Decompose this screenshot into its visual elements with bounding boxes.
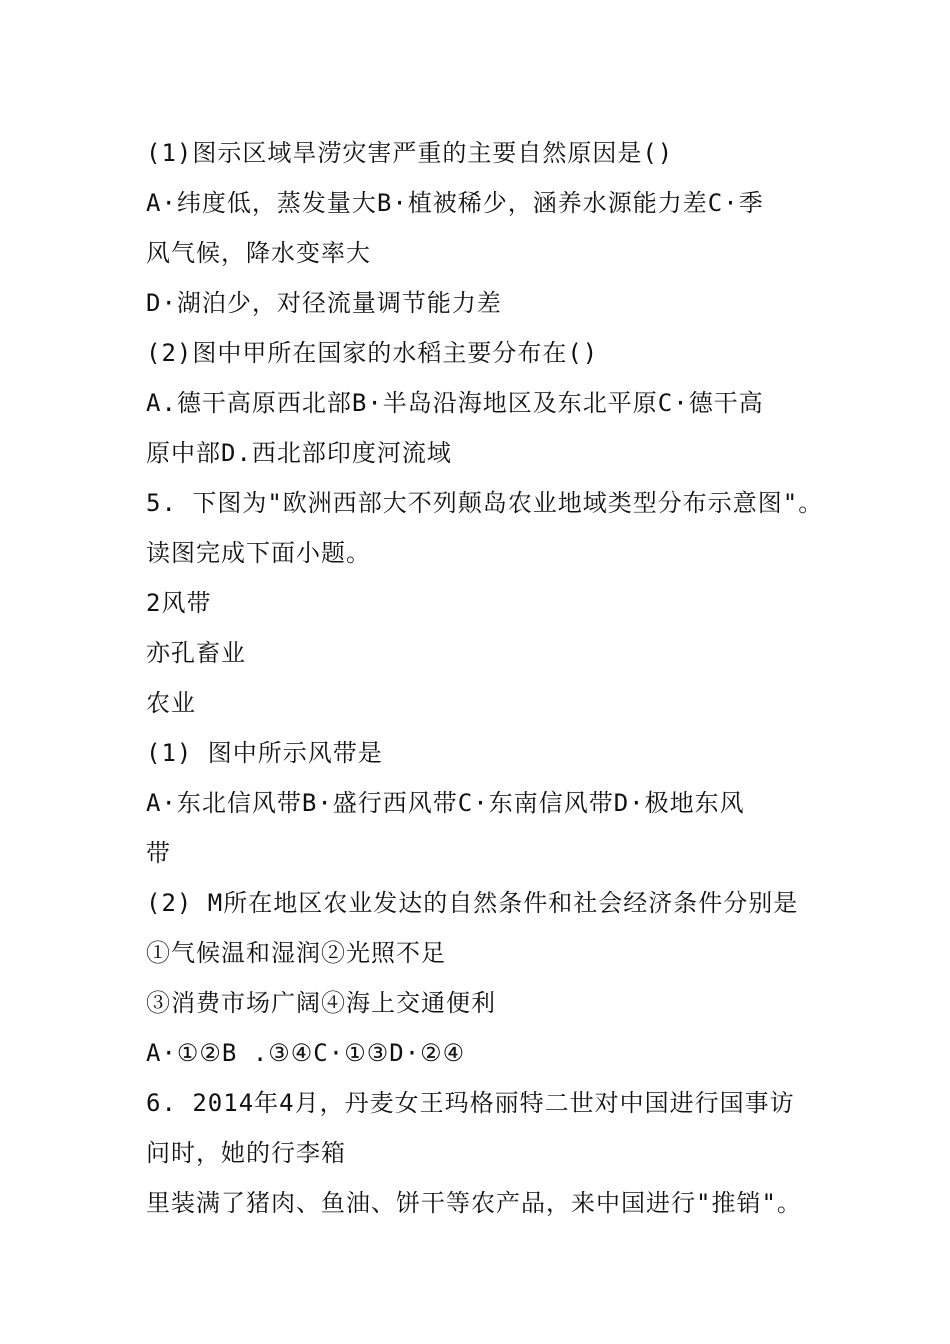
question-2-stem: (2)图中甲所在国家的水稻主要分布在() (146, 339, 599, 367)
problem-5-question-1-options-cont: 带 (146, 839, 171, 867)
problem-5-instruction: 读图完成下面小题。 (146, 539, 371, 567)
figure-label-livestock: 亦孔畜业 (146, 639, 246, 667)
question-2-options-line-2: 原中部D.西北部印度河流域 (146, 439, 452, 467)
problem-5-question-2-item-1: ①气候温和湿润②光照不足 (146, 939, 446, 967)
question-1-options-line-1: A·纬度低，蒸发量大B·植被稀少，涵养水源能力差C·季 (146, 189, 764, 217)
problem-5-question-1-stem: (1) 图中所示风带是 (146, 739, 383, 767)
problem-6-intro-line-2: 问时，她的行李箱 (146, 1139, 346, 1167)
document-body (146, 128, 846, 1228)
figure-label-wind-belt: 2风带 (146, 589, 212, 617)
problem-5-question-2-stem: (2) M所在地区农业发达的自然条件和社会经济条件分别是 (146, 889, 799, 917)
question-1-option-d: D·湖泊少，对径流量调节能力差 (146, 289, 502, 317)
problem-5-question-2-item-2: ③消费市场广阔④海上交通便利 (146, 989, 496, 1017)
question-1-stem: (1)图示区域旱涝灾害严重的主要自然原因是() (146, 139, 674, 167)
question-1-options-line-2: 风气候，降水变率大 (146, 239, 371, 267)
problem-5-question-1-options: A·东北信风带B·盛行西风带C·东南信风带D·极地东风 (146, 789, 745, 817)
problem-5-intro: 5. 下图为"欧洲西部大不列颠岛农业地域类型分布示意图"。 (146, 489, 824, 517)
problem-6-intro-line-1: 6. 2014年4月，丹麦女王玛格丽特二世对中国进行国事访 (146, 1089, 795, 1117)
problem-6-intro-line-3: 里装满了猪肉、鱼油、饼干等农产品，来中国进行"推销"。 (146, 1189, 802, 1217)
question-2-options-line-1: A.德干高原西北部B·半岛沿海地区及东北平原C·德干高 (146, 389, 764, 417)
problem-5-question-2-options: A·①②B .③④C·①③D·②④ (146, 1039, 466, 1067)
figure-label-agriculture: 农业 (146, 689, 196, 717)
